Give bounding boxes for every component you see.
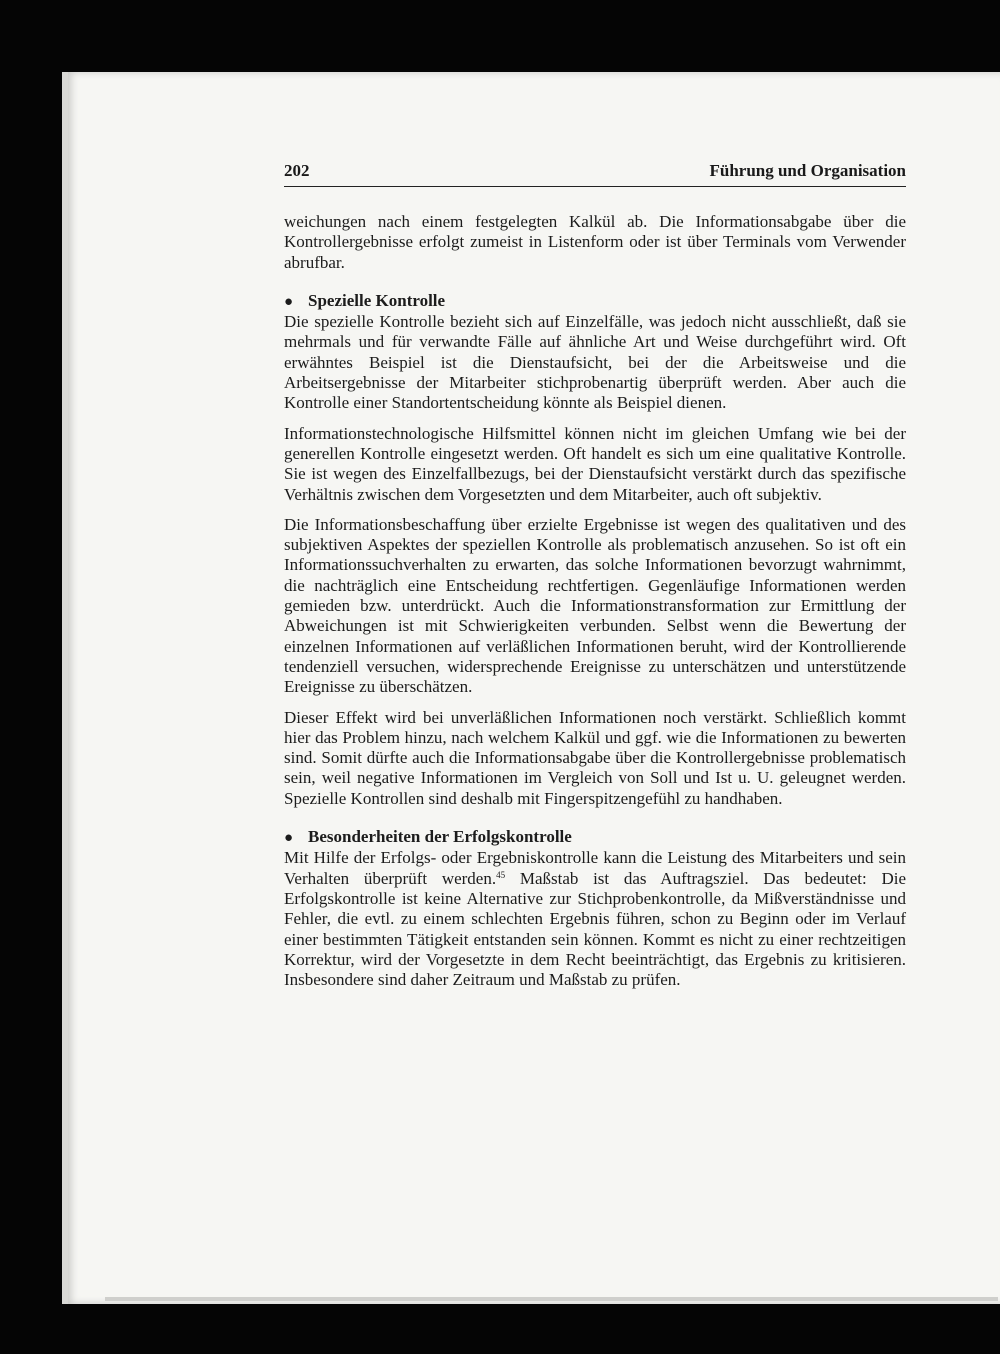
- page-body: [284, 212, 906, 1000]
- bullet-icon: ●: [284, 830, 294, 847]
- page-edge: [105, 1297, 998, 1301]
- paragraph-6-part-b: Maßstab ist das Auftragsziel. Das bedeutet: Die Erfolgskontrolle ist keine Alternative zur Stichprobenkontrolle, da Mißverständnisse und Fehler, die evtl. zu einem schlechten Ergebnis führen, schon zu Beginn oder im Verlauf einer bestimmten Tätigkeit entstanden sein können. Kommt es nicht zu einer rechtzeitigen Korrektur, wird der Vorgesetzte in dem Recht beeinträchtigt, das Ergebnis zu kritisieren. Insbesondere sind daher Zeitraum und Maßstab zu prüfen.: [284, 868, 907, 990]
- paragraph-5: Dieser Effekt wird bei unverläßlichen Informationen noch verstärkt. Schließlich kommt hier das Problem hinzu, nach welchem Kalkül und ggf. wie die Informationen zu bewerten sind. Somit dürfte auch die Informationsabgabe über die Kontrollergebnisse problematisch sein, weil negative Informationen im Vergleich von Soll und Ist u. U. geleugnet werden. Spezielle Kontrollen sind deshalb mit Fingerspitzengefühl zu handhaben.: [284, 707, 906, 808]
- paragraph-6-part-a: Mit Hilfe der Erfolgs- oder Ergebniskontrolle kann die Leistung des Mitarbeiters und sein Verhalten überprüft werden.: [284, 848, 906, 888]
- section-heading-spezielle-kontrolle: [284, 291, 906, 312]
- section-heading-erfolgskontrolle: [284, 827, 906, 848]
- paragraph-2: Die spezielle Kontrolle bezieht sich auf Einzelfälle, was jedoch nicht ausschließt, daß sie mehrmals und für verwandte Fälle auf ähnliche Art und Weise durchgeführt wird. Oft erwähntes Beispiel ist die Dienstaufsicht, bei der die Arbeitsweise und die Arbeitsergebnisse der Mitarbeiter stichprobenartig überprüft werden. Aber auch die Kontrolle einer Standortentscheidung könnte als Beispiel dienen.: [284, 312, 906, 413]
- paragraph-1: weichungen nach einem festgelegten Kalkül ab. Die Informationsabgabe über die Kontrollergebnisse erfolgt zumeist in Listenform oder ist über Terminals vom Verwender abrufbar.: [284, 212, 906, 272]
- page-number: 202: [284, 161, 310, 180]
- section-title: Besonderheiten der Erfolgskontrolle: [308, 827, 572, 847]
- paragraph-3: Informationstechnologische Hilfsmittel können nicht im gleichen Umfang wie bei der generellen Kontrolle eingesetzt werden. Oft handelt es sich um eine qualitative Kontrolle. Sie ist wegen des Einzelfallbezugs, bei der Dienstaufsicht verstärkt durch das spezifische Verhältnis zwischen dem Vorgesetzten und dem Mitarbeiter, auch oft subjektiv.: [284, 423, 906, 504]
- running-title: Führung und Organisation: [709, 161, 906, 180]
- bullet-icon: ●: [284, 293, 294, 310]
- section-title: Spezielle Kontrolle: [308, 290, 446, 310]
- paragraph-6: [284, 848, 906, 990]
- running-header: [284, 159, 906, 187]
- footnote-ref[interactable]: 45: [496, 869, 506, 880]
- paragraph-4: Die Informationsbeschaffung über erzielte Ergebnisse ist wegen des qualitativen und des subjektiven Aspektes der speziellen Kontrolle als problematisch anzusehen. So ist oft ein Informationssuchverhalten zu erwarten, das solche Informationen bevorzugt wahrnimmt, die nachträglich eine Entscheidung rechtfertigen. Gegenläufige Informationen werden gemieden bzw. unterdrückt. Auch die Informationstransformation zur Ermittlung der Abweichungen ist mit Schwierigkeiten verbunden. Selbst wenn die Bewertung der einzelnen Informationen auf verläßlichen Informationen beruht, wird der Kontrollierende tendenziell versuchen, widersprechende Ereignisse zu unterschätzen und unterstützende Ereignisse zu überschätzen.: [284, 514, 906, 697]
